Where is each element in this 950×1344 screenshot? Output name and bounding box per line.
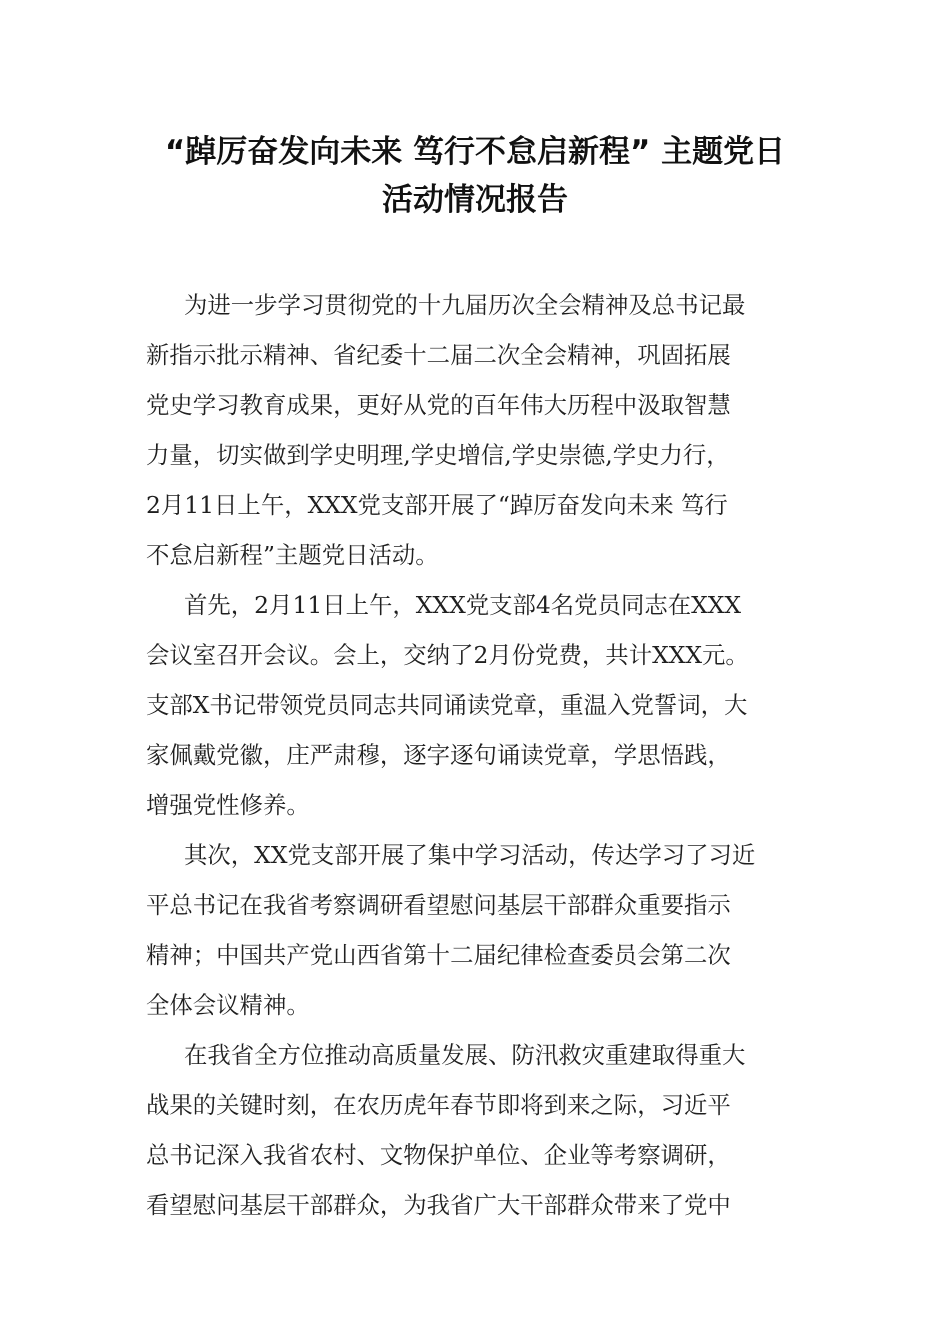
text-line: 战果的关键时刻，在农历虎年春节即将到来之际，习近平 <box>146 1091 731 1119</box>
text-line: 总书记深入我省农村、文物保护单位、企业等考察调研， <box>146 1141 731 1169</box>
text-line: 看望慰问基层干部群众，为我省广大干部群众带来了党中 <box>146 1191 731 1219</box>
text-line: 其次，XX党支部开展了集中学习活动，传达学习了习近 <box>184 841 756 869</box>
paragraph-second <box>146 830 806 1030</box>
text-line: 在我省全方位推动高质量发展、防汛救灾重建取得重大 <box>184 1041 746 1069</box>
text-line: 不怠启新程”主题党日活动。 <box>146 541 439 569</box>
title-line: “踔厉奋发向未来 笃行不怠启新程” 主题党日 <box>164 134 786 170</box>
paragraph-intro <box>146 280 806 580</box>
document-body <box>146 280 806 1230</box>
text-line: 党史学习教育成果，更好从党的百年伟大历程中汲取智慧 <box>146 391 731 419</box>
text-line: 首先，2月11日上午，XXX党支部4名党员同志在XXX <box>184 591 742 619</box>
paragraph-third <box>146 1030 806 1230</box>
text-line: 平总书记在我省考察调研看望慰问基层干部群众重要指示 <box>146 891 731 919</box>
text-line: 2月11日上午，XXX党支部开展了“踔厉奋发向未来 笃行 <box>146 491 728 519</box>
text-line: 精神；中国共产党山西省第十二届纪律检查委员会第二次 <box>146 941 731 969</box>
text-line: 新指示批示精神、省纪委十二届二次全会精神，巩固拓展 <box>146 341 731 369</box>
text-line: 为进一步学习贯彻党的十九届历次全会精神及总书记最 <box>184 291 746 319</box>
text-line: 支部X书记带领党员同志共同诵读党章，重温入党誓词，大 <box>146 691 748 719</box>
text-line: 会议室召开会议。会上，交纳了2月份党费，共计XXX元。 <box>146 641 749 669</box>
text-line: 增强党性修养。 <box>146 791 310 819</box>
title-line: 活动情况报告 <box>382 182 568 218</box>
text-line: 家佩戴党徽，庄严肃穆，逐字逐句诵读党章，学思悟践， <box>146 741 731 769</box>
document-title <box>120 128 830 224</box>
paragraph-first <box>146 580 806 830</box>
text-line: 全体会议精神。 <box>146 991 310 1019</box>
text-line: 力量，切实做到学史明理,学史增信,学史崇德,学史力行， <box>146 441 730 469</box>
